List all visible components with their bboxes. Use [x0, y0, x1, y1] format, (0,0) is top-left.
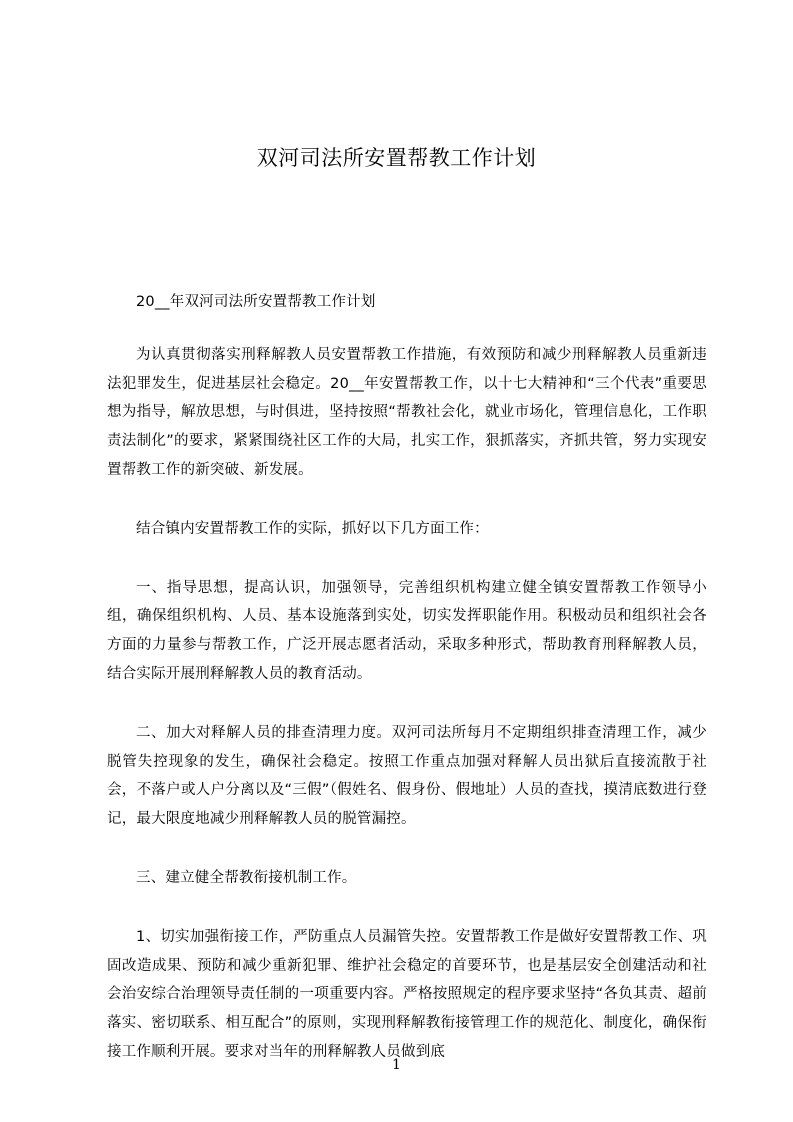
- page-number: 1: [392, 1057, 401, 1073]
- item-one-paragraph: 1、切实加强衔接工作，严防重点人员漏管失控。安置帮教工作是做好安置帮教工作、巩固改造成果、预防和减少重新犯罪、维护社会稳定的首要环节，也是基层安全创建活动和社会治安综合治理领导责任制的一项重要内容。严格按照规定的程序要求坚持“各负其责、超前落实、密切联系、相互配合”的原则，实现刑释解教衔接管理工作的规范化、制度化，确保衔接工作顺利开展。要求对当年的刑释解教人员做到底: [107, 928, 707, 1060]
- document-body: [107, 288, 707, 1097]
- section-two-paragraph: 二、加大对释解人员的排查清理力度。双河司法所每月不定期组织排查清理工作，减少脱管失控现象的发生，确保社会稳定。按照工作重点加强对释解人员出狱后直接流散于社会，不落户或人户分离以及“三假”（假姓名、假身份、假地址）人员的查找，摸清底数进行登记，最大限度地减少刑释解教人员的脱管漏控。: [107, 724, 707, 828]
- overview-paragraph: 结合镇内安置帮教工作的实际，抓好以下几方面工作：: [136, 520, 489, 537]
- document-title: 双河司法所安置帮教工作计划: [256, 146, 537, 170]
- section-three-heading: 三、建立健全帮教衔接机制工作。: [136, 869, 357, 886]
- section-one-paragraph: 一、指导思想，提高认识，加强领导，完善组织机构建立健全镇安置帮教工作领导小组，确保组织机构、人员、基本设施落到实处，切实发挥职能作用。积极动员和组织社会各方面的力量参与帮教工作，广泛开展志愿者活动，采取多种形式，帮助教育刑释解教人员，结合实际开展刑释解教人员的教育活动。: [107, 579, 707, 682]
- plan-subtitle: 20__年双河司法所安置帮教工作计划: [136, 294, 376, 310]
- intro-paragraph: 为认真贯彻落实刑释解教人员安置帮教工作措施，有效预防和减少刑释解教人员重新违法犯罪发生，促进基层社会稳定。20__年安置帮教工作，以十七大精神和“三个代表”重要思想为指导，解放思想，与时俱进，坚持按照“帮教社会化，就业市场化，管理信息化，工作职责法制化”的要求，紧紧围绕社区工作的大局，扎实工作，狠抓落实，齐抓共管，努力实现安置帮教工作的新突破、新发展。: [107, 346, 707, 478]
